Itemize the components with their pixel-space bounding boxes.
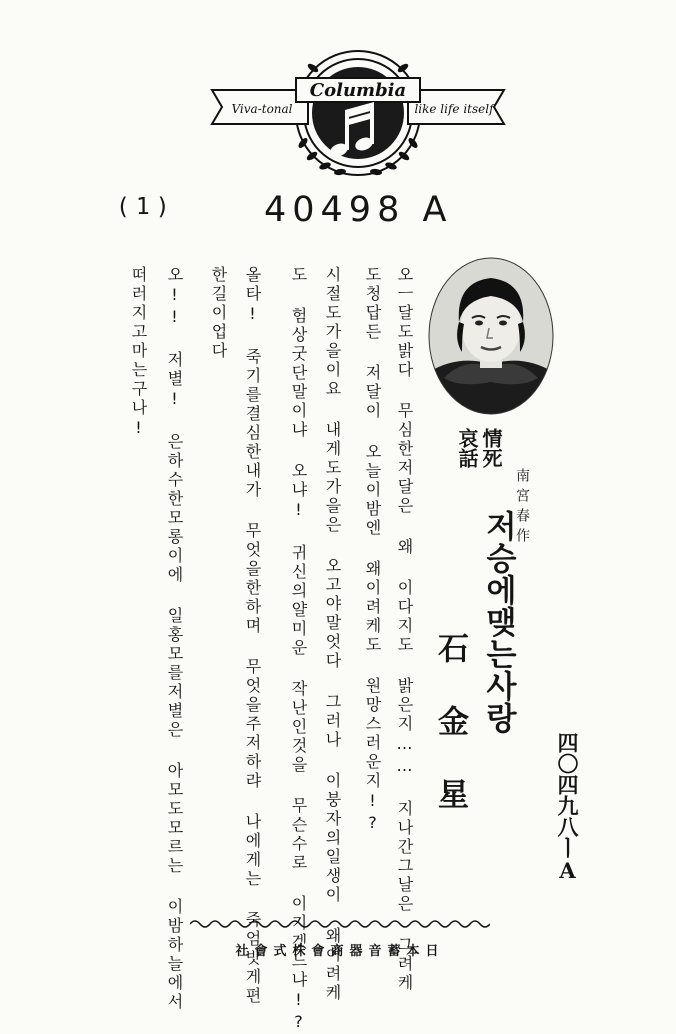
kanji-record-number: 四〇四九八ㅣA bbox=[555, 732, 580, 883]
columbia-logo bbox=[208, 38, 508, 188]
logo-brand-text: Columbia bbox=[309, 80, 407, 101]
lyric-line-7: 오!! 저별! 은하수한모롱이에 일홍모를저별은 아모도모르는 이밤하늘에서 bbox=[165, 266, 184, 1012]
lyric-line-1: 오ㅡ달도밝다 무심한저달은 왜 이다지도 밝은지…… 지나간그날은 그려케 bbox=[395, 266, 414, 993]
lyric-line-5: 올타! 죽기를결심한내가 무엇을한하며 무엇을주저하랴 나에게는 죽엄밧게편 bbox=[243, 266, 262, 1006]
genre-label-1: 情死 bbox=[479, 428, 503, 468]
author-credit: 南宮春作 bbox=[514, 468, 530, 548]
logo-right-banner-text: like life itself bbox=[414, 102, 494, 116]
lyric-line-4: 도 험상굿단말이냐 오냐! 귀신의얄미운 작난인것을 무슨수로 이기겟느냐!? bbox=[289, 266, 308, 1034]
lyric-line-3: 시절도가을이요 내게도가을은 오고야말엇다 그러나 이붕자의일생이 왜이려케 bbox=[323, 266, 342, 1003]
singer-name: 石金星 bbox=[432, 632, 468, 851]
company-footer: 日本蓄音器商會株式會社 bbox=[235, 944, 445, 959]
portrait-photo-icon bbox=[426, 256, 556, 416]
lyric-line-8: 떠러지고마는구나! bbox=[129, 266, 148, 440]
record-number: 40498 A bbox=[264, 190, 453, 230]
song-title: 저승에맺는사랑 bbox=[480, 510, 516, 734]
lyric-line-2: 도청답든 저달이 오늘이밤엔 왜이려케도 원망스러운지!? bbox=[363, 266, 382, 835]
logo-left-banner-text: Viva-tonal bbox=[231, 102, 293, 116]
wavy-divider bbox=[190, 918, 490, 930]
lyric-line-6: 한길이업다 bbox=[209, 266, 228, 361]
side-label: (1) bbox=[116, 194, 176, 220]
genre-label-2: 哀話 bbox=[455, 428, 479, 468]
